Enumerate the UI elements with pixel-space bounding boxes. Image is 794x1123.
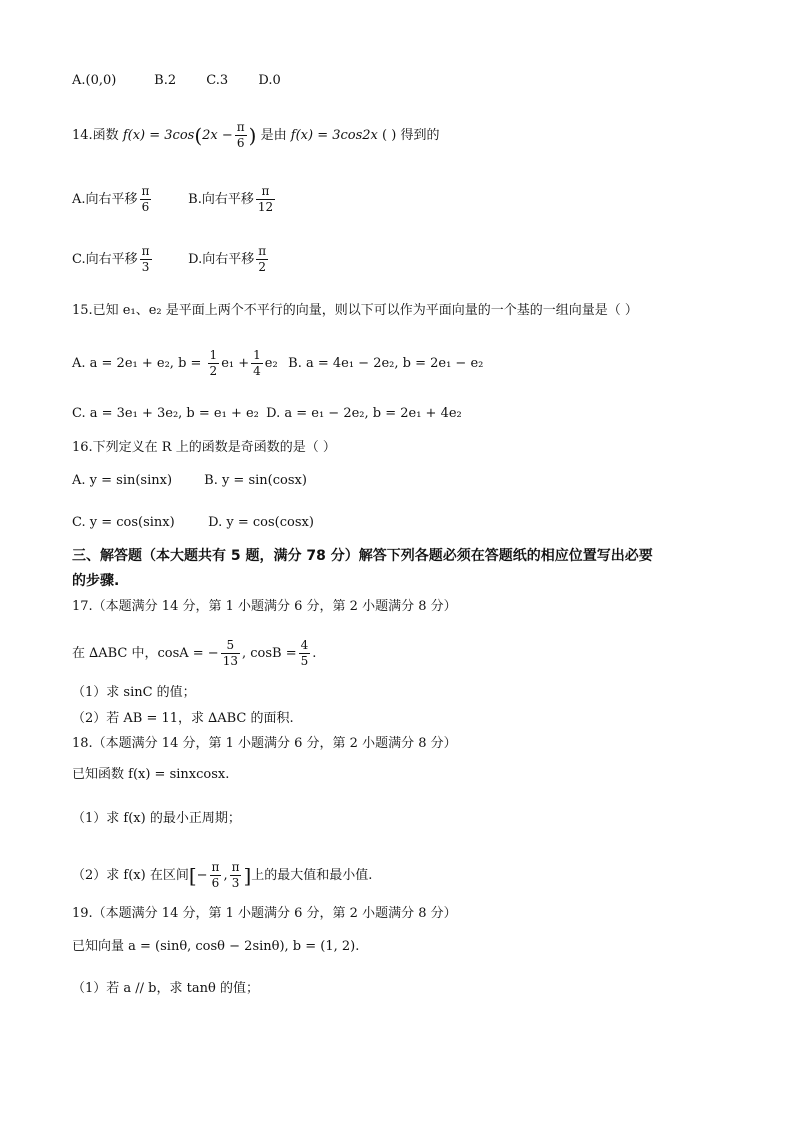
q16-option-c: C. y = cos(sinx) [72, 515, 175, 530]
q14-function-2: f(x) = 3cos2x [290, 128, 378, 143]
q13-option-a: A.(0,0) [72, 73, 117, 88]
q19-given: 已知向量 a = (sinθ, cosθ − 2sinθ), b = (1, 2). [72, 939, 360, 954]
q15-option-c: C. a = 3e₁ + 3e₂, b = e₁ + e₂ [72, 406, 259, 421]
q16-stem: 16.下列定义在 R 上的函数是奇函数的是（ ） [72, 440, 336, 455]
q14-option-b: B.向右平移 $\frac{\pi}{12}$ [188, 184, 274, 214]
q15-option-a: A. a = 2e₁ + e₂, b = $\frac{1}{2}$ e₁ + $\frac{1}{4}$ e₂ [72, 348, 278, 378]
q19-header: 19.（本题满分 14 分，第 1 小题满分 6 分，第 2 小题满分 8 分） [72, 906, 457, 921]
q14-option-d: D.向右平移 $\frac{\pi}{2}$ [188, 244, 267, 274]
q14-pi-over-6: $\frac{\pi}{6}$ [236, 120, 245, 150]
q15-option-d: D. a = e₁ − 2e₂, b = 2e₁ + 4e₂ [266, 406, 462, 421]
q17-header: 17.（本题满分 14 分，第 1 小题满分 6 分，第 2 小题满分 8 分） [72, 599, 457, 614]
q15-stem: 15.已知 e₁、e₂ 是平面上两个不平行的向量，则以下可以作为平面向量的一个基的一组向量是（ ） [72, 303, 638, 318]
q18-part1: （1）求 f(x) 的最小正周期； [72, 811, 241, 826]
q16-options-row1 [72, 472, 307, 490]
q14-stem: 14.函数 f(x) = 3cos(2x − $\frac{\pi}{6}$ ) 是由 f(x) = 3cos2x ( ) 得到的 [72, 120, 440, 150]
q16-option-b: B. y = sin(cosx) [204, 473, 307, 488]
q14-tail: ( ) 得到的 [382, 128, 440, 143]
q15-option-b: B. a = 4e₁ − 2e₂, b = 2e₁ − e₂ [288, 356, 484, 371]
q13-option-d: D.0 [258, 73, 281, 88]
q15-options-row2 [72, 405, 462, 423]
q14-options-row1 [72, 184, 277, 215]
q13-options [72, 72, 281, 90]
q18-part2: （2）求 f(x) 在区间[− $\frac{\pi}{6}$ , $\frac{\pi}{3}$ ]上的最大值和最小值. [72, 860, 373, 890]
q15-options-row1 [72, 348, 483, 379]
q17-given: 在 ∆ABC 中，cosA = − $\frac{5}{13}$ , cosB = $\frac{4}{5}$ . [72, 638, 317, 668]
q14-lead: 14.函数 [72, 128, 119, 143]
q18-header: 18.（本题满分 14 分，第 1 小题满分 6 分，第 2 小题满分 8 分） [72, 736, 457, 751]
q16-option-a: A. y = sin(sinx) [72, 473, 173, 488]
q14-mid: 是由 [260, 128, 287, 143]
q14-option-a: A.向右平移 $\frac{\pi}{6}$ [72, 184, 150, 214]
q14-options-row2 [72, 244, 270, 275]
q14-option-c: C.向右平移 $\frac{\pi}{3}$ [72, 244, 150, 274]
q16-options-row2 [72, 514, 314, 532]
section3-heading-line1: 三、解答题（本大题共有 5 题，满分 78 分）解答下列各题必须在答题纸的相应位置写出必要 [72, 548, 653, 564]
q14-function-1: f(x) = 3cos [122, 128, 195, 143]
q19-part1: （1）若 a // b，求 tanθ 的值； [72, 981, 259, 996]
q17-part1: （1）求 sinC 的值； [72, 685, 196, 700]
q13-option-c: C.3 [206, 73, 229, 88]
q16-option-d: D. y = cos(cosx) [208, 515, 314, 530]
q17-part2: （2）若 AB = 11，求 ∆ABC 的面积. [72, 711, 294, 726]
q13-option-b: B.2 [154, 73, 177, 88]
q18-given: 已知函数 f(x) = sinxcosx. [72, 767, 230, 782]
q14-inner: 2x − [202, 128, 233, 143]
section3-heading-line2: 的步骤. [72, 573, 120, 589]
